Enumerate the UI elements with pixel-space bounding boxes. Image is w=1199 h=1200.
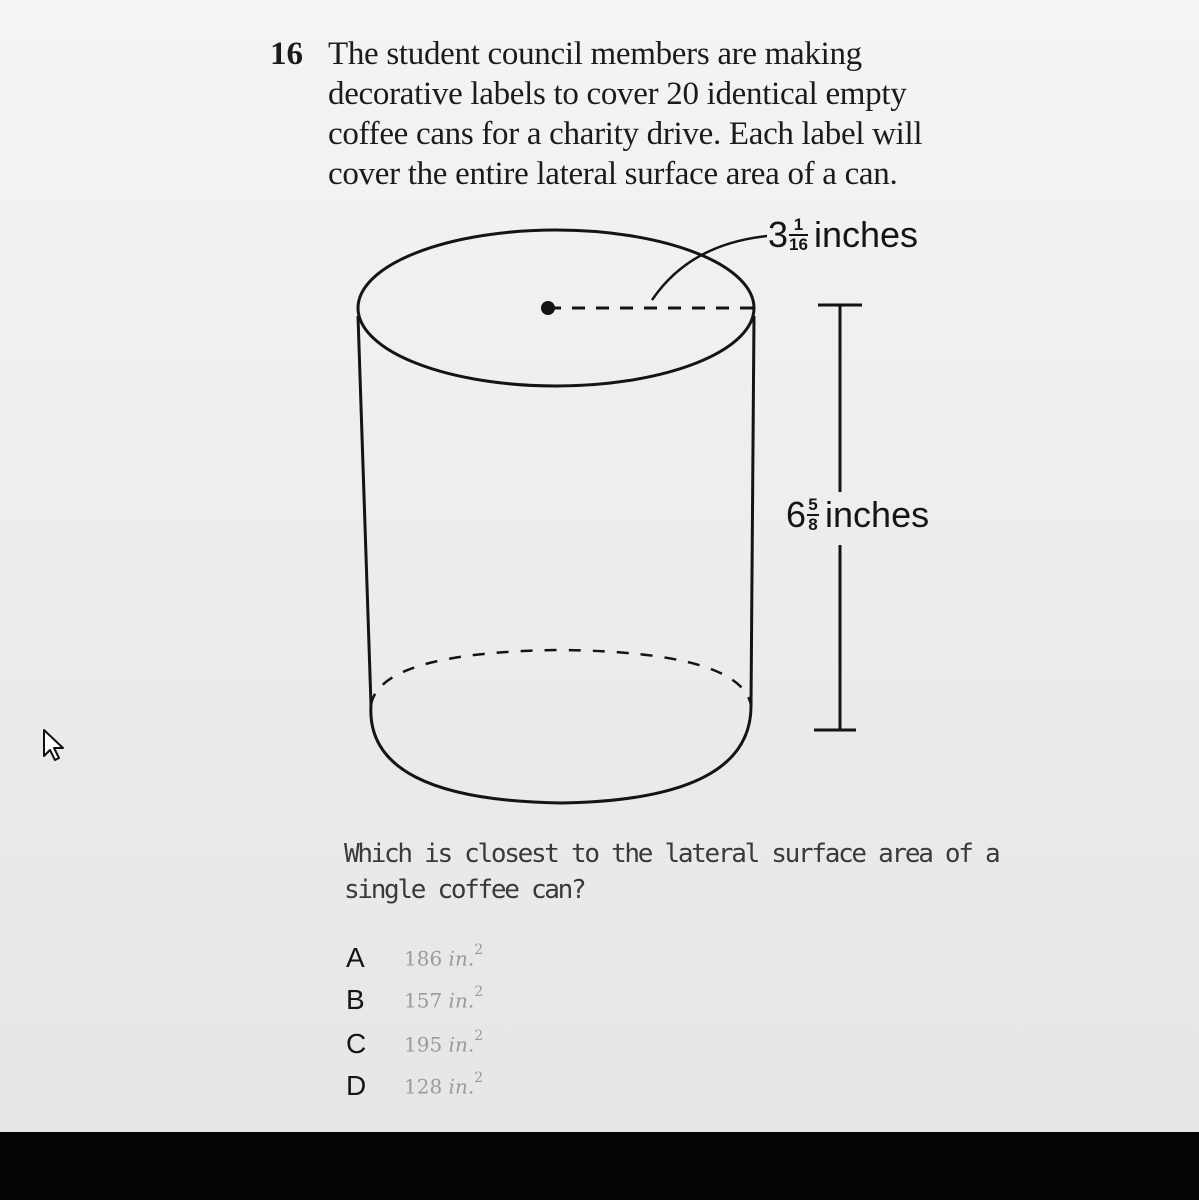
height-denominator: 8 <box>808 515 818 534</box>
question-line-4: cover the entire lateral surface area of a can. <box>328 156 898 192</box>
radius-label <box>768 214 918 256</box>
radius-whole: 3 <box>768 214 789 255</box>
cylinder-left-side <box>358 316 371 705</box>
choice-value: 128 in.$^2$ <box>404 1069 484 1099</box>
choice-letter: D <box>346 1070 367 1101</box>
height-label <box>786 494 929 536</box>
radius-denominator: 16 <box>789 235 808 254</box>
radius-unit: inches <box>813 214 919 255</box>
height-fraction <box>807 497 819 533</box>
choice-letter: A <box>346 942 365 973</box>
choice-letter: B <box>346 984 365 1015</box>
cylinder-bottom-arc <box>371 705 751 803</box>
prompt-line-2: single coffee can? <box>344 875 585 905</box>
prompt-line-1: Which is closest to the lateral surface area of a <box>344 839 999 869</box>
question-line-3: coffee cans for a charity drive. Each label will <box>328 116 923 152</box>
choice-b[interactable] <box>346 980 483 1020</box>
choice-a[interactable] <box>346 938 483 978</box>
height-whole: 6 <box>786 494 807 535</box>
bottom-black-bar <box>0 1132 1199 1200</box>
height-unit: inches <box>825 494 930 535</box>
choice-letter: C <box>346 1028 367 1059</box>
choice-d[interactable] <box>346 1066 483 1106</box>
radius-numerator: 1 <box>793 215 804 234</box>
center-point <box>541 301 555 315</box>
choice-value: 186 in.$^2$ <box>404 941 484 971</box>
radius-fraction <box>789 217 808 253</box>
choice-value: 157 in.$^2$ <box>404 983 484 1013</box>
mouse-pointer-icon <box>42 728 68 762</box>
choice-c[interactable] <box>346 1024 483 1064</box>
cylinder-right-side <box>751 316 754 705</box>
question-line-1: The student council members are making <box>328 36 862 72</box>
question-prompt <box>344 836 998 908</box>
cylinder-bottom-hidden-arc <box>371 650 751 705</box>
question-number: 16 <box>270 36 303 72</box>
choice-value: 195 in.$^2$ <box>404 1027 484 1057</box>
question-line-2: decorative labels to cover 20 identical empty <box>328 76 907 112</box>
height-numerator: 5 <box>808 495 818 514</box>
